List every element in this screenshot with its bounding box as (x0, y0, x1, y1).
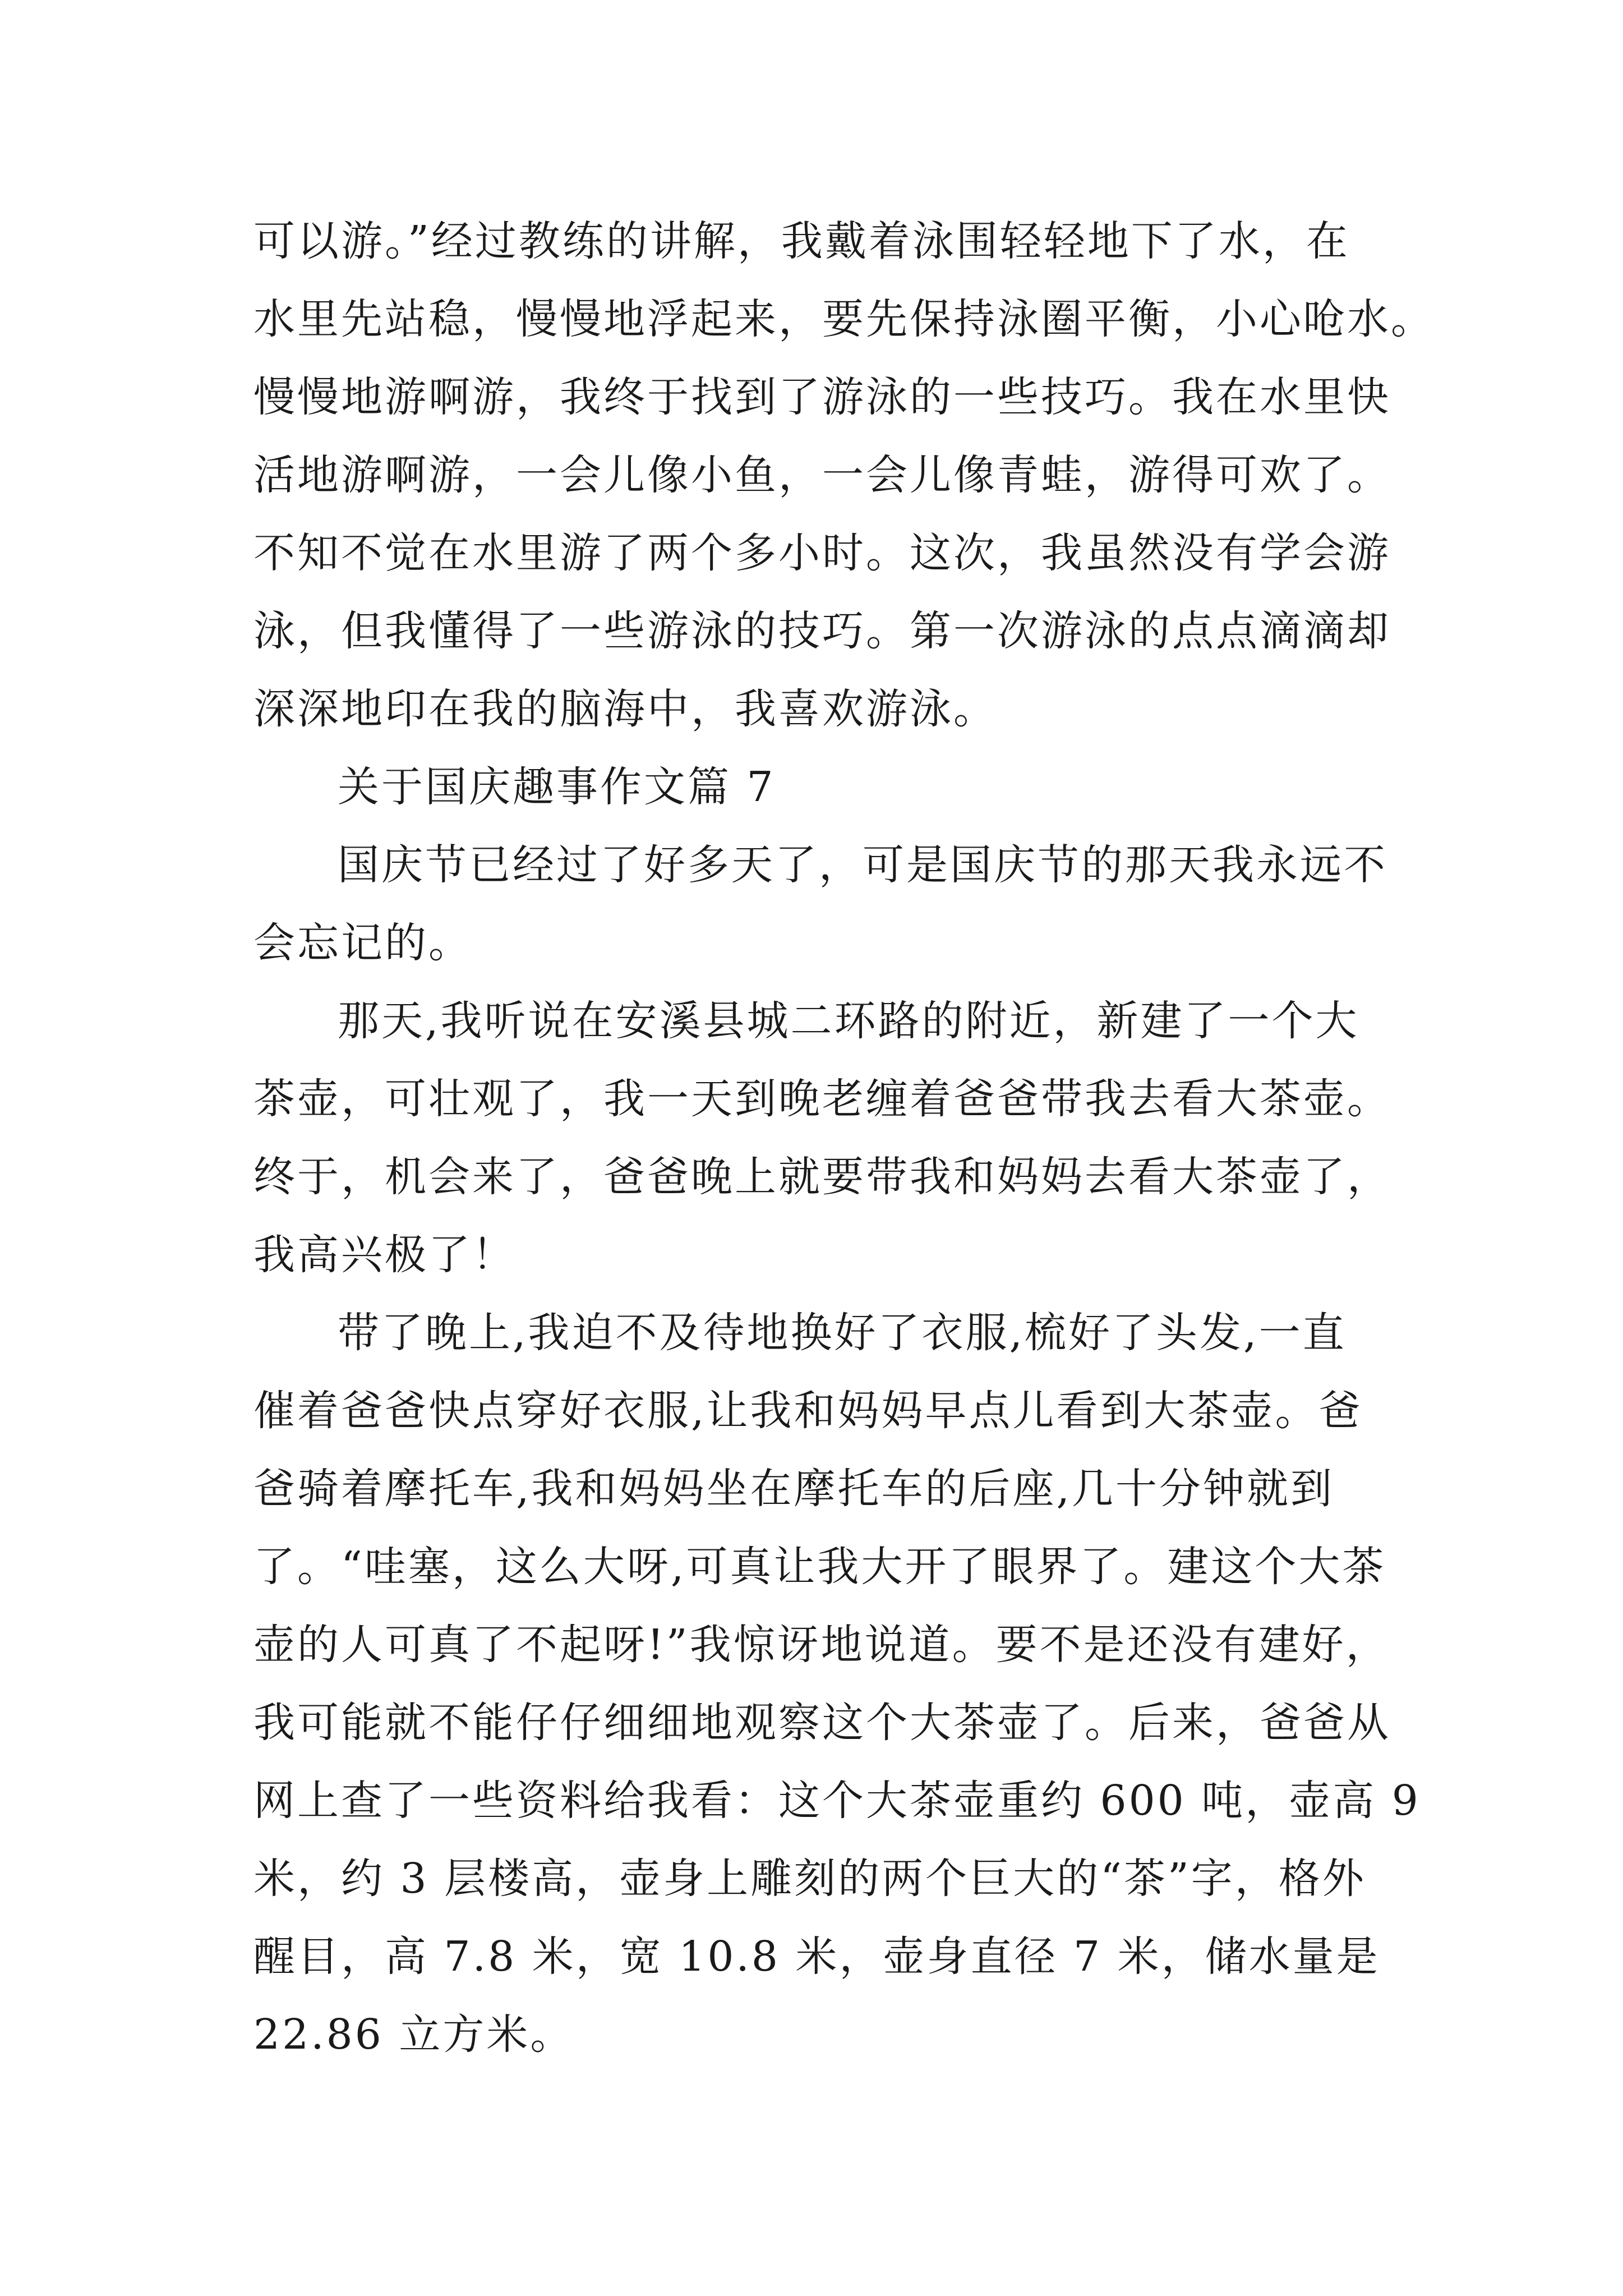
text-line: 壶的人可真了不起呀!”我惊讶地说道。要不是还没有建好， (253, 1621, 1390, 1669)
text-line: 网上查了一些资料给我看：这个大茶壶重约 600 吨，壶高 9 (253, 1777, 1421, 1825)
text-line: 我高兴极了！ (253, 1231, 516, 1279)
text-line: 带了晚上,我迫不及待地换好了衣服,梳好了头发,一直 (338, 1309, 1347, 1357)
text-line: 醒目，高 7.8 米，宽 10.8 米，壶身直径 7 米，储水量是 (253, 1932, 1380, 1981)
text-line: 会忘记的。 (253, 919, 472, 967)
text-line: 催着爸爸快点穿好衣服,让我和妈妈早点儿看到大茶壶。爸 (253, 1387, 1363, 1435)
text-line: 慢慢地游啊游，我终于找到了游泳的一些技巧。我在水里快 (253, 373, 1391, 421)
text-line: 国庆节已经过了好多天了，可是国庆节的那天我永远不 (338, 841, 1387, 889)
text-line: 不知不觉在水里游了两个多小时。这次，我虽然没有学会游 (253, 529, 1391, 577)
text-line: 了。“哇塞，这么大呀,可真让我大开了眼界了。建这个大茶 (253, 1543, 1386, 1591)
text-line: 泳，但我懂得了一些游泳的技巧。第一次游泳的点点滴滴却 (253, 607, 1391, 655)
text-line: 米，约 3 层楼高，壶身上雕刻的两个巨大的“茶”字，格外 (253, 1855, 1366, 1903)
text-line: 深深地印在我的脑海中，我喜欢游泳。 (253, 685, 997, 733)
text-line: 可以游。”经过教练的讲解，我戴着泳围轻轻地下了水，在 (253, 217, 1350, 265)
text-line: 我可能就不能仔仔细细地观察这个大茶壶了。后来，爸爸从 (253, 1699, 1391, 1747)
text-line: 那天,我听说在安溪县城二环路的附近，新建了一个大 (338, 997, 1359, 1045)
text-line: 爸骑着摩托车,我和妈妈坐在摩托车的后座,几十分钟就到 (253, 1465, 1335, 1513)
section-heading: 关于国庆趣事作文篇 7 (338, 763, 776, 811)
text-line: 茶壶，可壮观了，我一天到晚老缠着爸爸带我去看大茶壶。 (253, 1075, 1391, 1123)
text-line: 22.86 立方米。 (253, 2010, 574, 2059)
text-line: 活地游啊游，一会儿像小鱼，一会儿像青蛙，游得可欢了。 (253, 451, 1391, 499)
text-line: 水里先站稳，慢慢地浮起来，要先保持泳圈平衡，小心呛水。 (253, 295, 1435, 343)
text-line: 终于，机会来了，爸爸晚上就要带我和妈妈去看大茶壶了， (253, 1153, 1391, 1201)
